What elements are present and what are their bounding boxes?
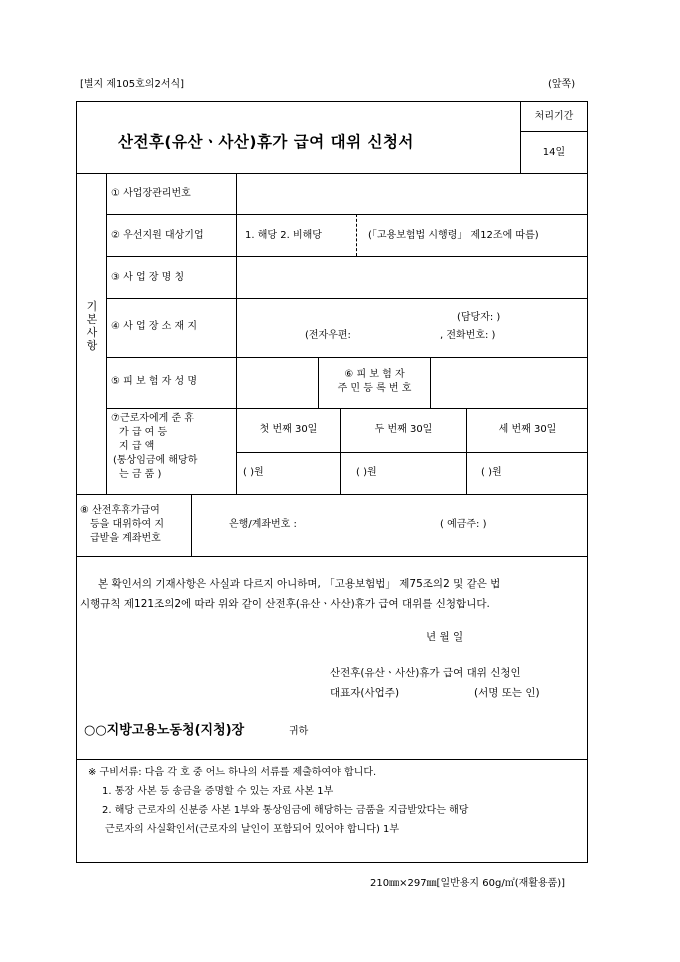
priority-company-options[interactable]: 1. 해당 2. 비해당	[245, 230, 322, 241]
phone-label: , 전화번호: )	[440, 330, 496, 341]
pay-label-line3: 지 급 액	[119, 441, 155, 452]
documents-item2-line2: 근로자의 사실확인서(근로자의 날인이 포함되어 있어야 합니다) 1부	[105, 824, 400, 835]
bank-label-line3: 급받을 계좌번호	[90, 533, 161, 544]
documents-item1: 1. 통장 사본 등 송금을 증명할 수 있는 자료 사본 1부	[102, 786, 334, 797]
workplace-mgmt-no-label: ① 사업장관리번호	[111, 188, 191, 199]
paper-spec: 210㎜×297㎜[일반용지 60g/㎡(재활용품)]	[370, 878, 566, 889]
representative-label: 대표자(사업주)	[330, 687, 400, 699]
divider	[76, 173, 588, 174]
pay-label-line1: ⑦근로자에게 준 휴	[111, 413, 194, 424]
divider	[106, 408, 588, 409]
divider	[356, 214, 357, 256]
divider	[340, 408, 341, 494]
divider	[430, 357, 431, 408]
documents-item2-line1: 2. 해당 근로자의 신분증 사본 1부와 통상임금에 해당하는 금품을 지급받았다는 해당	[102, 805, 469, 816]
priority-company-note: (「고용보험법 시행령」 제12조에 따름)	[368, 230, 539, 241]
recipient-suffix: 귀하	[289, 726, 309, 737]
divider	[106, 256, 588, 257]
divider	[191, 494, 192, 556]
second-30-days-amount[interactable]: ( )원	[356, 467, 377, 478]
processing-period-label: 처리기간	[534, 111, 574, 122]
bank-label-line1: ⑧ 산전후휴가급여	[80, 505, 160, 516]
declaration-line2: 시행규칙 제121조의2에 따라 위와 같이 산전후(유산ㆍ사산)휴가 급여 대위를 신청합니다.	[80, 598, 490, 610]
divider	[106, 173, 107, 494]
insured-id-label-line1: ⑥ 피 보 험 자	[344, 369, 405, 380]
divider	[520, 131, 588, 132]
workplace-name-label: ③ 사 업 장 명 칭	[111, 272, 185, 283]
form-number: [별지 제105호의2서식]	[80, 79, 185, 90]
third-30-days-amount[interactable]: ( )원	[481, 467, 502, 478]
divider	[76, 556, 588, 557]
divider	[466, 408, 467, 494]
insured-name-field[interactable]	[238, 359, 316, 406]
insured-id-field[interactable]	[432, 359, 586, 406]
insured-name-label: ⑤ 피 보 험 자 성 명	[111, 376, 197, 387]
form-title: 산전후(유산ㆍ사산)휴가 급여 대위 신청서	[118, 133, 414, 151]
documents-title: ※ 구비서류: 다음 각 호 중 어느 하나의 서류를 제출하여야 합니다.	[88, 767, 377, 778]
divider	[76, 494, 588, 495]
divider	[236, 173, 237, 494]
divider	[106, 298, 588, 299]
contact-person: (담당자: )	[457, 312, 501, 323]
pay-label-line5: 는 금 품 )	[119, 469, 162, 480]
second-30-days-header: 두 번째 30일	[374, 424, 433, 435]
signature-label[interactable]: (서명 또는 인)	[474, 687, 540, 699]
first-30-days-header: 첫 번째 30일	[259, 424, 318, 435]
date-line[interactable]: 년 월 일	[426, 631, 464, 643]
bank-account-label[interactable]: 은행/계좌번호 :	[229, 519, 297, 530]
priority-company-label: ② 우선지원 대상기업	[111, 230, 204, 241]
pay-label-line2: 가 급 여 등	[119, 427, 168, 438]
divider	[106, 214, 588, 215]
pay-label-line4: (통상임금에 해당하	[113, 455, 198, 466]
divider	[106, 357, 588, 358]
email-label: (전자우편:	[305, 330, 351, 341]
page-side: (앞쪽)	[548, 79, 576, 90]
account-holder-label[interactable]: ( 예금주: )	[440, 519, 487, 530]
processing-period-value: 14일	[542, 147, 566, 158]
first-30-days-amount[interactable]: ( )원	[243, 467, 264, 478]
third-30-days-header: 세 번째 30일	[498, 424, 557, 435]
workplace-name-field[interactable]	[238, 258, 586, 296]
divider	[76, 759, 588, 760]
applicant-label: 산전후(유산ㆍ사산)휴가 급여 대위 신청인	[330, 667, 521, 679]
section-label-basic: 기 본 사 항	[86, 300, 98, 352]
workplace-address-label: ④ 사 업 장 소 재 지	[111, 321, 197, 332]
application-form	[76, 101, 588, 863]
recipient-office: ○○지방고용노동청(지청)장	[84, 723, 245, 738]
divider	[236, 452, 588, 453]
bank-label-line2: 등을 대위하여 지	[90, 519, 164, 530]
insured-id-label-line2: 주 민 등 록 번 호	[337, 383, 412, 394]
workplace-mgmt-no-field[interactable]	[238, 176, 586, 212]
declaration-line1: 본 확인서의 기재사항은 사실과 다르지 아니하며, 「고용보험법」 제75조의2 및 같은 법	[98, 578, 501, 590]
